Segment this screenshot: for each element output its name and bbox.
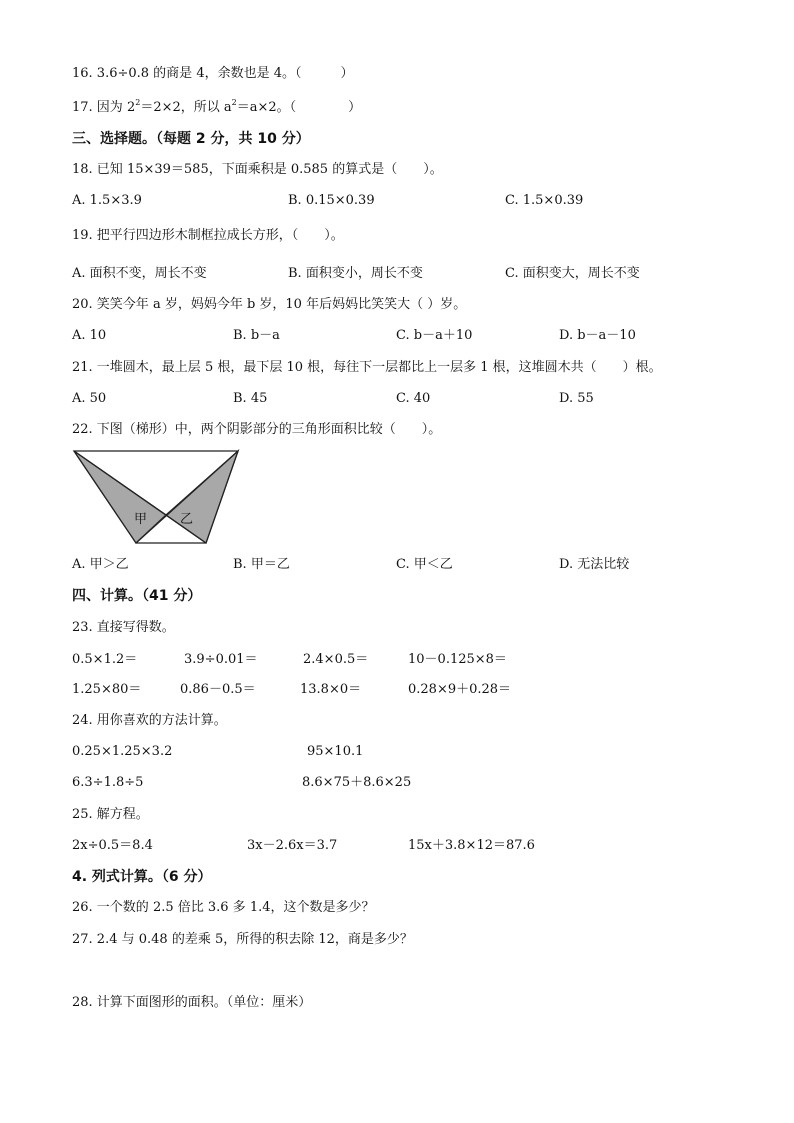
section-5-heading: 4. 列式计算。（6 分） bbox=[72, 869, 212, 885]
q22-option-a: A. 甲＞乙 bbox=[72, 557, 129, 572]
question-25-stem: 25. 解方程。 bbox=[72, 807, 149, 822]
q19-option-a: A. 面积不变，周长不变 bbox=[72, 266, 207, 281]
q18-option-b: B. 0.15×0.39 bbox=[288, 193, 375, 208]
q24-item: 8.6×75＋8.6×25 bbox=[302, 775, 412, 790]
question-19-stem: 19. 把平行四边形木制框拉成长方形，（ ）。 bbox=[72, 228, 344, 243]
q21-option-a: A. 50 bbox=[72, 391, 107, 406]
q23-item: 13.8×0＝ bbox=[300, 682, 362, 697]
q17-part: ＝a×2。（ ） bbox=[236, 100, 362, 115]
q23-item: 0.5×1.2＝ bbox=[72, 652, 138, 667]
q23-item: 10－0.125×8＝ bbox=[408, 652, 507, 667]
question-27: 27. 2.4 与 0.48 的差乘 5，所得的积去除 12，商是多少？ bbox=[72, 932, 413, 947]
q17-part: ＝2×2，所以 a bbox=[140, 100, 232, 115]
question-23-stem: 23. 直接写得数。 bbox=[72, 620, 175, 635]
label-yi: 乙 bbox=[180, 512, 194, 527]
q18-option-a: A. 1.5×3.9 bbox=[72, 193, 142, 208]
q25-item: 2x÷0.5＝8.4 bbox=[72, 838, 153, 853]
q21-option-c: C. 40 bbox=[396, 391, 431, 406]
q17-part: 17. 因为 2 bbox=[72, 100, 136, 115]
question-28: 28. 计算下面图形的面积。（单位：厘米） bbox=[72, 995, 312, 1010]
q25-item: 15x＋3.8×12＝87.6 bbox=[408, 838, 535, 853]
trapezoid-figure bbox=[72, 448, 242, 548]
question-24-stem: 24. 用你喜欢的方法计算。 bbox=[72, 713, 227, 728]
q21-option-b: B. 45 bbox=[233, 391, 268, 406]
q23-item: 0.28×9＋0.28＝ bbox=[408, 682, 512, 697]
q20-option-c: C. b－a＋10 bbox=[396, 328, 473, 343]
q25-item: 3x－2.6x＝3.7 bbox=[247, 838, 338, 853]
q24-item: 0.25×1.25×3.2 bbox=[72, 744, 173, 759]
question-20-stem: 20. 笑笑今年 a 岁，妈妈今年 b 岁，10 年后妈妈比笑笑大（ ）岁。 bbox=[72, 297, 467, 312]
q22-option-c: C. 甲＜乙 bbox=[396, 557, 453, 572]
section-3-heading: 三、选择题。（每题 2 分，共 10 分） bbox=[72, 131, 310, 147]
q24-item: 6.3÷1.8÷5 bbox=[72, 775, 144, 790]
question-16: 16. 3.6÷0.8 的商是 4，余数也是 4。（ ） bbox=[72, 66, 354, 81]
q17-exponent: 2 bbox=[135, 97, 141, 107]
question-18-stem: 18. 已知 15×39＝585，下面乘积是 0.585 的算式是（ ）。 bbox=[72, 162, 443, 177]
question-26: 26. 一个数的 2.5 倍比 3.6 多 1.4，这个数是多少？ bbox=[72, 900, 375, 915]
section-4-heading: 四、计算。（41 分） bbox=[72, 588, 202, 604]
q20-option-d: D. b－a－10 bbox=[559, 328, 636, 343]
q23-item: 0.86－0.5＝ bbox=[180, 682, 256, 697]
q18-option-c: C. 1.5×0.39 bbox=[505, 193, 584, 208]
question-17 bbox=[72, 97, 362, 116]
q17-exponent: 2 bbox=[231, 97, 237, 107]
q19-option-c: C. 面积变大，周长不变 bbox=[505, 266, 640, 281]
q20-option-b: B. b－a bbox=[233, 328, 280, 343]
question-22-stem: 22. 下图（梯形）中，两个阴影部分的三角形面积比较（ ）。 bbox=[72, 422, 442, 437]
q23-item: 2.4×0.5＝ bbox=[303, 652, 369, 667]
q20-option-a: A. 10 bbox=[72, 328, 107, 343]
label-jia: 甲 bbox=[134, 512, 148, 527]
q19-option-b: B. 面积变小，周长不变 bbox=[288, 266, 423, 281]
q23-item: 1.25×80＝ bbox=[72, 682, 142, 697]
question-21-stem: 21. 一堆圆木，最上层 5 根，最下层 10 根，每往下一层都比上一层多 1 根，这堆圆木共（ ）根。 bbox=[72, 360, 662, 375]
q21-option-d: D. 55 bbox=[559, 391, 594, 406]
q23-item: 3.9÷0.01＝ bbox=[184, 652, 258, 667]
q22-option-b: B. 甲＝乙 bbox=[233, 557, 290, 572]
q22-option-d: D. 无法比较 bbox=[559, 557, 630, 572]
q24-item: 95×10.1 bbox=[307, 744, 364, 759]
